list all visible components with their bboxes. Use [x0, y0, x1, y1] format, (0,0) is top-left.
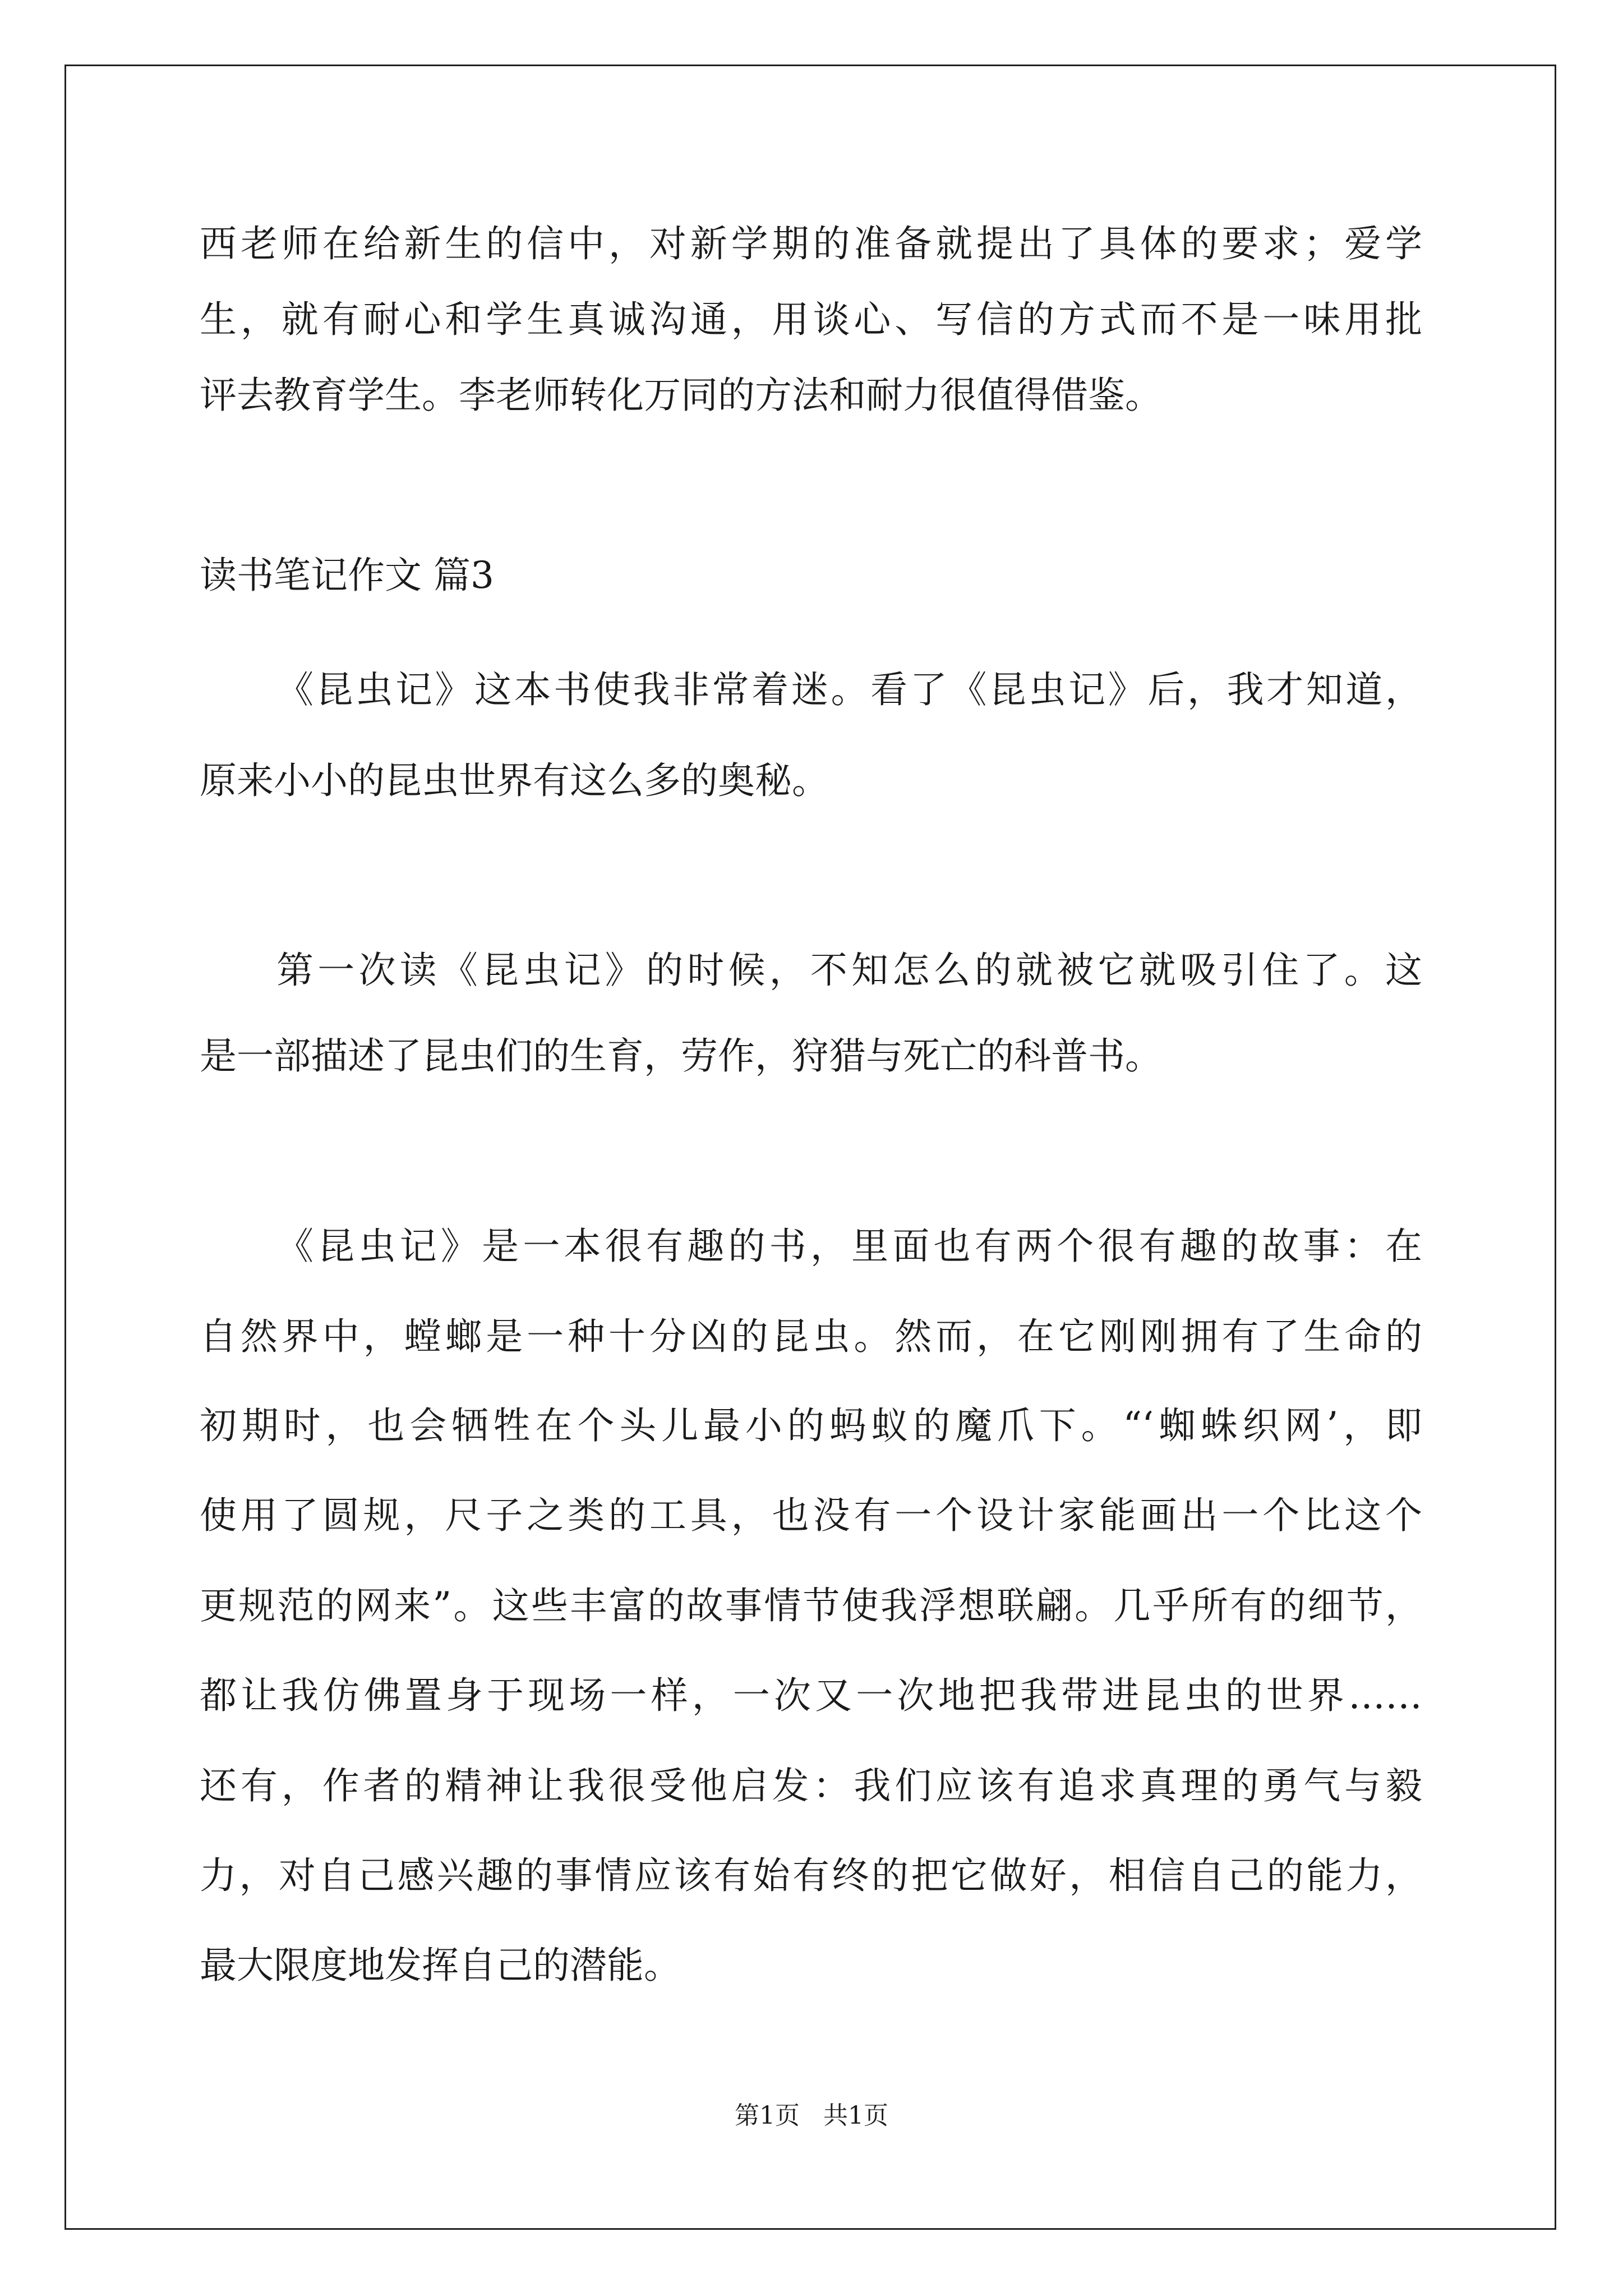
- body-line-5: 《昆虫记》这本书使我非常着迷。看了《昆虫记》后，我才知道，: [276, 668, 1422, 711]
- page-total: 共1页: [823, 2101, 888, 2130]
- body-line-6: 原来小小的昆虫世界有这么多的奥秘。: [200, 759, 829, 802]
- page-footer: [0, 2100, 1623, 2132]
- body-line-16: 力，对自己感兴趣的事情应该有始有终的把它做好，相信自己的能力，: [200, 1854, 1422, 1897]
- body-line-8: 是一部描述了昆虫们的生育，劳作，狩猎与死亡的科普书。: [200, 1034, 1162, 1078]
- body-line-14: 都让我仿佛置身于现场一样，一次又一次地把我带进昆虫的世界……: [200, 1674, 1422, 1717]
- section-heading: 读书笔记作文 篇3: [200, 554, 494, 597]
- body-line-11: 初期时，也会牺牲在个头儿最小的蚂蚁的魔爪下。“‘蜘蛛织网’，即: [200, 1404, 1422, 1447]
- page-number: 第1页: [735, 2101, 800, 2130]
- body-line-1: 西老师在给新生的信中，对新学期的准备就提出了具体的要求；爱学: [200, 222, 1422, 265]
- body-line-2: 生，就有耐心和学生真诚沟通，用谈心、写信的方式而不是一味用批: [200, 298, 1422, 341]
- body-line-12: 使用了圆规，尺子之类的工具，也没有一个设计家能画出一个比这个: [200, 1494, 1422, 1537]
- body-line-17: 最大限度地发挥自己的潜能。: [200, 1944, 681, 1987]
- body-line-3: 评去教育学生。李老师转化万同的方法和耐力很值得借鉴。: [200, 374, 1162, 417]
- body-line-15: 还有，作者的精神让我很受他启发：我们应该有追求真理的勇气与毅: [200, 1764, 1422, 1807]
- body-line-7: 第一次读《昆虫记》的时候，不知怎么的就被它就吸引住了。这: [276, 949, 1422, 992]
- body-line-9: 《昆虫记》是一本很有趣的书，里面也有两个很有趣的故事：在: [276, 1225, 1422, 1268]
- body-line-13: 更规范的网来”。这些丰富的故事情节使我浮想联翩。几乎所有的细节，: [200, 1584, 1422, 1627]
- body-line-10: 自然界中，螳螂是一种十分凶的昆虫。然而，在它刚刚拥有了生命的: [200, 1315, 1422, 1358]
